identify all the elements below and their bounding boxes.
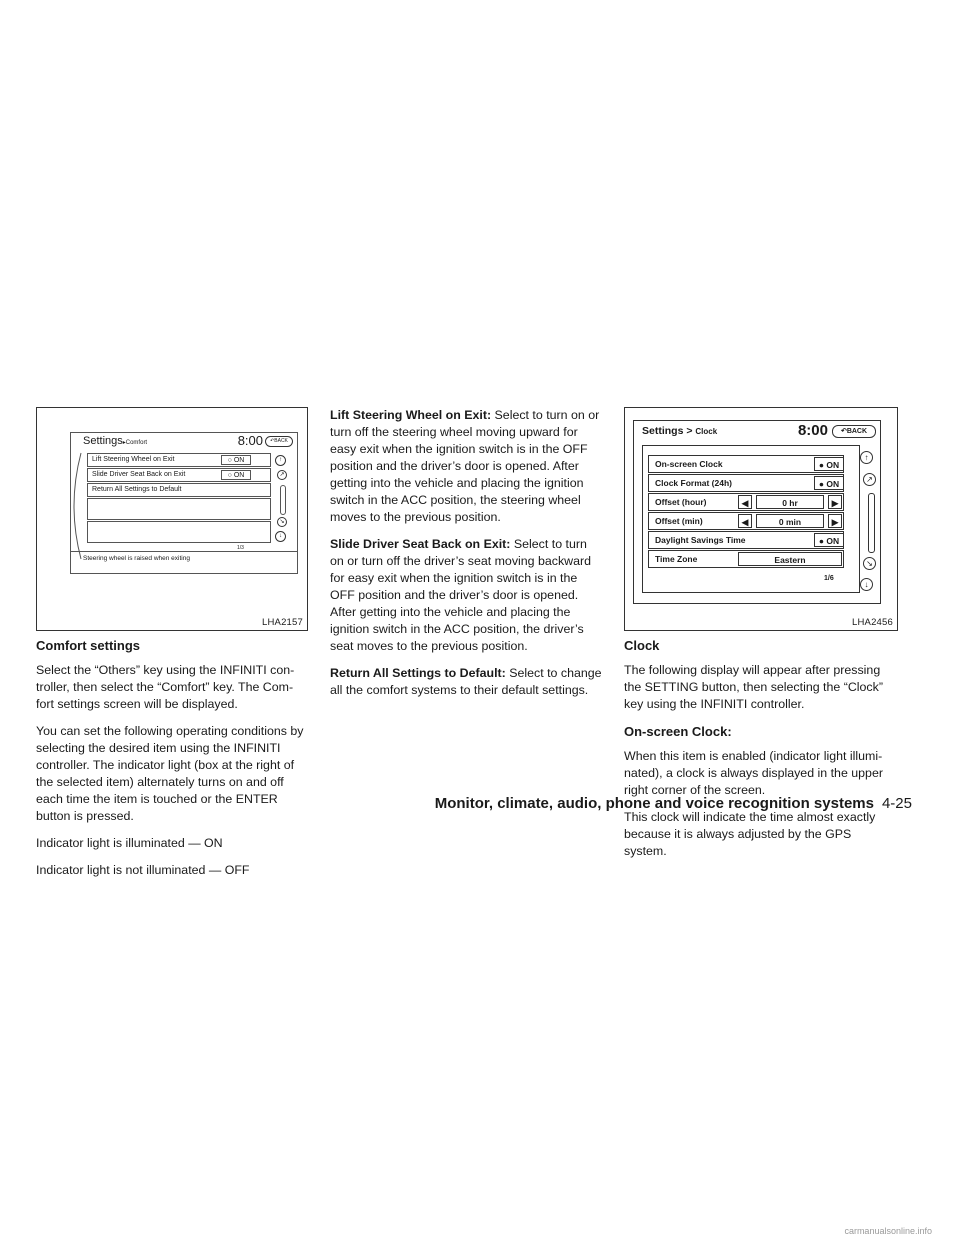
scroll-down-icon: ↓ bbox=[275, 531, 286, 542]
definition-text: Select to turn on or turn off the driver’s seat moving backward for easy exit when the ignition switch is in the OFF position and the driver’s door is opened. After getting into the vehicle and placing the ignition switch in the ACC position, the driver’s seat moves to the previous position. bbox=[330, 537, 592, 653]
screen-clock: 8:00 bbox=[797, 422, 828, 439]
status-line bbox=[71, 551, 297, 552]
figure-code: LHA2456 bbox=[851, 617, 893, 628]
decrease-arrow-icon: ◀ bbox=[738, 514, 752, 528]
clock-row-format: Clock Format (24h) bbox=[648, 474, 844, 492]
left-column bbox=[36, 637, 308, 889]
on-indicator: ○ ON bbox=[221, 470, 251, 480]
right-column bbox=[624, 637, 896, 870]
scrollbar bbox=[868, 493, 875, 553]
paragraph: The following display will appear after pressing the SETTING button, then selecting the “Clock” key using the INFINITI controller. bbox=[624, 663, 883, 711]
timezone-value: Eastern bbox=[738, 552, 842, 566]
paragraph: Indicator light is illuminated — ON bbox=[36, 836, 223, 850]
section-heading: Comfort settings bbox=[36, 638, 140, 653]
clock-row-daylight: Daylight Savings Time bbox=[648, 531, 844, 549]
paragraph: When this item is enabled (indicator light illumi-nated), a clock is always displayed in the upper right corner of the screen. bbox=[624, 749, 883, 797]
definition-term: Lift Steering Wheel on Exit: bbox=[330, 408, 492, 422]
offset-hour-value: 0 hr bbox=[756, 495, 824, 509]
definition-text: Select to change all the comfort systems to their default settings. bbox=[330, 666, 602, 697]
comfort-settings-figure bbox=[36, 407, 308, 631]
middle-column bbox=[330, 407, 603, 709]
setting-row-label: Return All Settings to Default bbox=[92, 486, 182, 493]
definition-item bbox=[330, 536, 603, 655]
paragraph: This clock will indicate the time almost exactly because it is always adjusted by the GPS system. bbox=[624, 810, 876, 858]
on-indicator: ○ ON bbox=[221, 455, 251, 465]
paragraph: Indicator light is not illuminated — OFF bbox=[36, 863, 250, 877]
setting-row-empty bbox=[87, 521, 271, 543]
setting-row-label: Lift Steering Wheel on Exit bbox=[92, 456, 175, 463]
page-number: 4-25 bbox=[881, 795, 912, 812]
definition-item bbox=[330, 407, 603, 526]
definition-text: Select to turn on or turn off the steering wheel moving upward for easy exit when the ignition switch is in the OFF position and the driver’s door is opened. After getting into the vehicle and placing the ignition switch in the ACC position, the steering wheel moves to the previous position. bbox=[330, 408, 600, 524]
clock-row-offset-min: Offset (min) bbox=[648, 512, 844, 530]
setting-row-label: Slide Driver Seat Back on Exit bbox=[92, 471, 186, 478]
section-heading: Clock bbox=[624, 638, 660, 653]
clock-row-timezone: Time Zone bbox=[648, 550, 844, 568]
scroll-up-icon: ↗ bbox=[277, 470, 287, 480]
back-button: ↶BACK bbox=[832, 425, 876, 438]
page-indicator: 1/6 bbox=[824, 575, 834, 582]
clock-row-onscreen: On-screen Clock bbox=[648, 455, 844, 473]
definition-item bbox=[330, 665, 603, 699]
scroll-up-icon: ↑ bbox=[860, 451, 873, 464]
page-footer bbox=[435, 795, 912, 812]
on-indicator: ● ON bbox=[814, 476, 844, 490]
screen-clock: 8:00 bbox=[237, 433, 263, 448]
clock-settings-screen bbox=[633, 420, 881, 604]
decrease-arrow-icon: ◀ bbox=[738, 495, 752, 509]
screen-curve-decoration bbox=[65, 451, 85, 561]
definition-term: Slide Driver Seat Back on Exit: bbox=[330, 537, 511, 551]
subheading: On-screen Clock: bbox=[624, 724, 732, 739]
scroll-up-icon: ↗ bbox=[863, 473, 876, 486]
setting-row-return-default bbox=[87, 483, 271, 497]
on-indicator: ● ON bbox=[814, 457, 844, 471]
status-text: Steering wheel is raised when exiting bbox=[83, 555, 190, 562]
scroll-down-icon: ↘ bbox=[863, 557, 876, 570]
footer-section-title: Monitor, climate, audio, phone and voice recognition systems bbox=[434, 795, 874, 812]
scrollbar bbox=[280, 485, 286, 515]
comfort-settings-screen bbox=[70, 432, 298, 574]
increase-arrow-icon: ▶ bbox=[828, 495, 842, 509]
scroll-down-icon: ↓ bbox=[860, 578, 873, 591]
increase-arrow-icon: ▶ bbox=[828, 514, 842, 528]
clock-row-offset-hour: Offset (hour) bbox=[648, 493, 844, 511]
screen-title: Settings▸Comfort bbox=[83, 435, 148, 447]
watermark: carmanualsonline.info bbox=[844, 1226, 932, 1236]
paragraph: You can set the following operating conditions by selecting the desired item using the INFINITI controller. The indicator light (box at the right of the selected item) alternately turns on and off each time the item is touched or the ENTER button is pressed. bbox=[36, 724, 304, 823]
offset-min-value: 0 min bbox=[756, 514, 824, 528]
screen-title: Settings > Clock bbox=[642, 425, 718, 437]
figure-code: LHA2157 bbox=[261, 617, 303, 628]
setting-row-empty bbox=[87, 498, 271, 520]
back-button: ↶BACK bbox=[265, 436, 293, 447]
scroll-down-icon: ↘ bbox=[277, 517, 287, 527]
on-indicator: ● ON bbox=[814, 533, 844, 547]
definition-term: Return All Settings to Default: bbox=[330, 666, 506, 680]
paragraph: Select the “Others” key using the INFINITI con-troller, then select the “Comfort” key. The Com-fort settings screen will be displayed. bbox=[36, 663, 295, 711]
scroll-up-icon: ↑ bbox=[275, 455, 286, 466]
page-indicator: 1/3 bbox=[237, 545, 244, 551]
clock-settings-figure bbox=[624, 407, 898, 631]
